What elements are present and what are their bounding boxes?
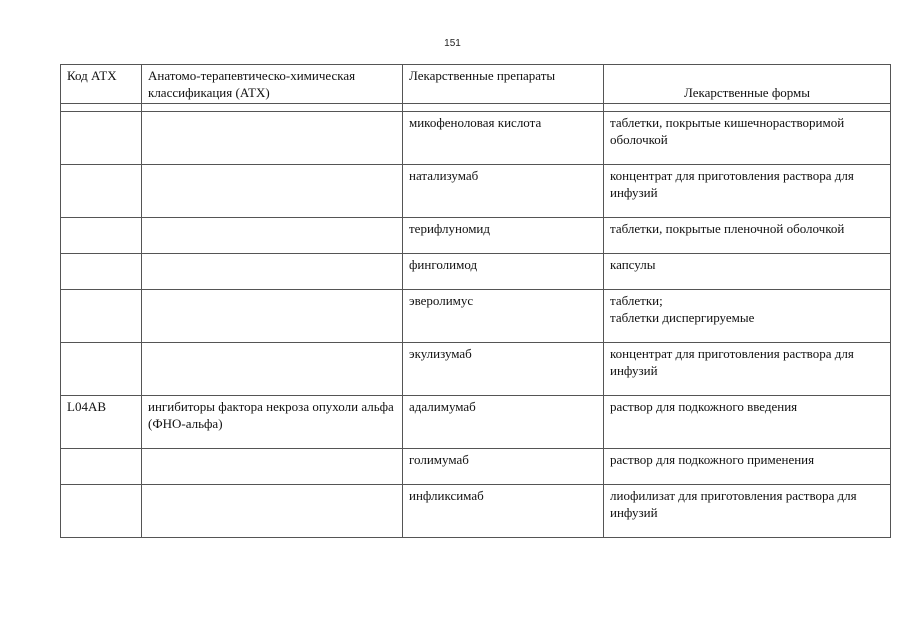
cell-atc-classification (142, 112, 403, 165)
spacer-cell (142, 104, 403, 112)
table-body (61, 112, 891, 538)
cell-drug-name: инфликсимаб (403, 485, 604, 538)
dosage-form-line: раствор для подкожного введения (610, 399, 798, 414)
page-number: 151 (444, 38, 461, 49)
spacer-cell (604, 104, 891, 112)
header-atc-classification: Анатомо-терапевтическо-химическая классификация (АТХ) (142, 65, 403, 104)
table-row (61, 218, 891, 254)
cell-atc-code (61, 290, 142, 343)
cell-drug-name: терифлуномид (403, 218, 604, 254)
table-row (61, 290, 891, 343)
cell-drug-name: адалимумаб (403, 396, 604, 449)
header-dosage-forms: Лекарственные формы (604, 65, 891, 104)
cell-drug-name: финголимод (403, 254, 604, 290)
cell-atc-classification (142, 485, 403, 538)
cell-dosage-forms (604, 396, 891, 449)
spacer-cell (403, 104, 604, 112)
cell-dosage-forms (604, 165, 891, 218)
cell-dosage-forms (604, 254, 891, 290)
cell-drug-name: голимумаб (403, 449, 604, 485)
table-row (61, 396, 891, 449)
header-atc-code: Код АТХ (61, 65, 142, 104)
cell-dosage-forms (604, 343, 891, 396)
cell-drug-name: микофеноловая кислота (403, 112, 604, 165)
cell-atc-code (61, 218, 142, 254)
cell-atc-code: L04AB (61, 396, 142, 449)
cell-atc-code (61, 485, 142, 538)
cell-atc-classification (142, 449, 403, 485)
dosage-form-line: лиофилизат для приготовления раствора для инфузий (610, 488, 857, 520)
table-header-row (61, 65, 891, 104)
spacer-cell (61, 104, 142, 112)
cell-atc-classification (142, 290, 403, 343)
cell-drug-name: натализумаб (403, 165, 604, 218)
cell-atc-classification (142, 218, 403, 254)
cell-atc-code (61, 449, 142, 485)
header-drugs: Лекарственные препараты (403, 65, 604, 104)
table-row (61, 112, 891, 165)
cell-dosage-forms (604, 218, 891, 254)
cell-atc-code (61, 112, 142, 165)
cell-drug-name: экулизумаб (403, 343, 604, 396)
dosage-form-line: таблетки, покрытые пленочной оболочкой (610, 221, 845, 236)
table-row (61, 485, 891, 538)
dosage-form-line: таблетки диспергируемые (610, 310, 755, 325)
table-row (61, 165, 891, 218)
cell-atc-classification: ингибиторы фактора некроза опухоли альфа (ФНО-альфа) (142, 396, 403, 449)
cell-atc-classification (142, 165, 403, 218)
cell-drug-name: эверолимус (403, 290, 604, 343)
atc-drug-table (60, 64, 891, 538)
dosage-form-line: таблетки; (610, 293, 663, 308)
cell-dosage-forms (604, 112, 891, 165)
cell-dosage-forms (604, 290, 891, 343)
table-row (61, 343, 891, 396)
dosage-form-line: таблетки, покрытые кишечнорастворимой оболочкой (610, 115, 845, 147)
cell-dosage-forms (604, 485, 891, 538)
cell-dosage-forms (604, 449, 891, 485)
dosage-form-line: раствор для подкожного применения (610, 452, 815, 467)
cell-atc-classification (142, 343, 403, 396)
table-row (61, 254, 891, 290)
table-row (61, 449, 891, 485)
dosage-form-line: концентрат для приготовления раствора для инфузий (610, 168, 854, 200)
cell-atc-classification (142, 254, 403, 290)
dosage-form-line: концентрат для приготовления раствора для инфузий (610, 346, 854, 378)
cell-atc-code (61, 165, 142, 218)
cell-atc-code (61, 343, 142, 396)
cell-atc-code (61, 254, 142, 290)
dosage-form-line: капсулы (610, 257, 656, 272)
table-spacer-row (61, 104, 891, 112)
